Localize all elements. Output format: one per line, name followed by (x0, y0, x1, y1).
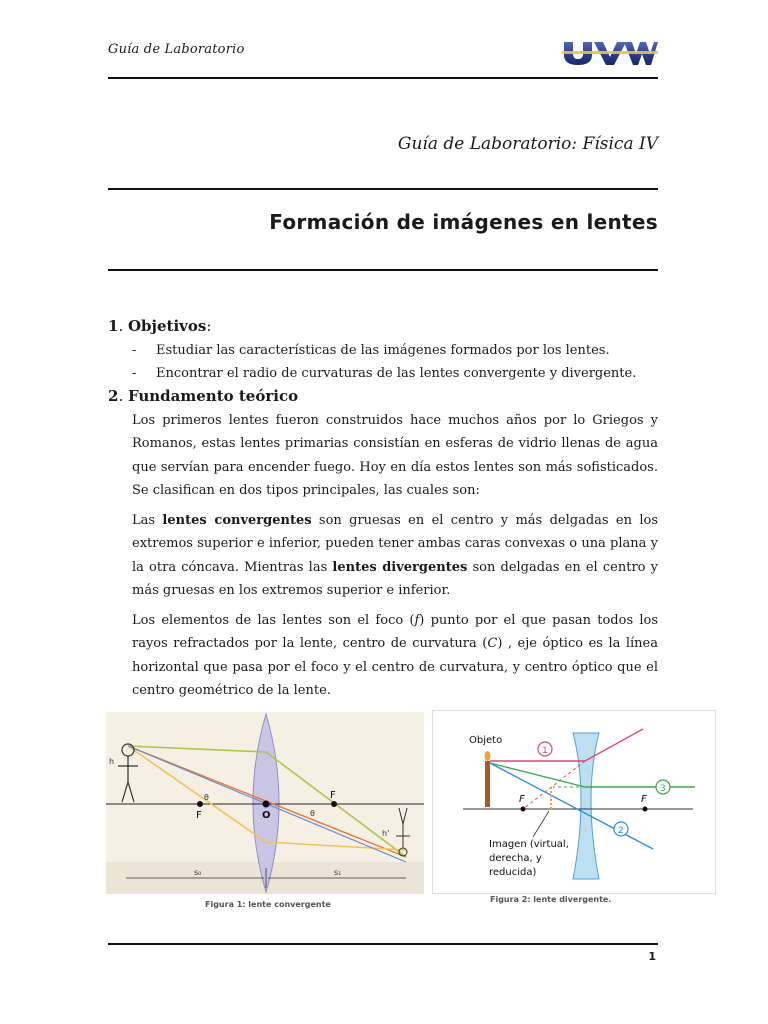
candle-icon (485, 761, 490, 807)
svg-text:3: 3 (660, 784, 666, 794)
title-divider-top (108, 188, 658, 190)
svg-text:1: 1 (542, 746, 548, 756)
svg-text:θ: θ (310, 809, 315, 818)
svg-text:F: F (641, 794, 647, 805)
section-1-title: Objetivos (127, 317, 207, 335)
svg-text:O: O (262, 810, 271, 821)
footer-divider (108, 943, 658, 945)
section-2-heading: 2. Fundamento teórico (108, 387, 299, 405)
paragraph-lens-elements: Los elementos de las lentes son el foco (f) punto por el que pasan todos los rayos refractados por la lente, centro de curvatura (C) , eje óptico es la línea horizontal que pasa por el foco y el centro de curvatura, y centro óptico que el centro geométrico de la lente. (132, 613, 658, 698)
header-divider (108, 77, 658, 79)
svg-text:s₀: s₀ (194, 868, 202, 877)
svg-text:F: F (196, 810, 202, 821)
guide-title: Guía de Laboratorio: Física IV (397, 134, 658, 154)
figure-convergent-lens (106, 712, 424, 894)
section-1-number: 1 (108, 317, 119, 335)
objectives-list (132, 339, 662, 385)
svg-text:F: F (330, 790, 336, 801)
svg-text:h: h (109, 757, 115, 766)
figure-divergent-lens (432, 710, 716, 894)
svg-text:s₁: s₁ (334, 868, 342, 877)
university-logo (562, 40, 658, 66)
logo-text: UVM (610, 64, 613, 65)
section-2-number: 2 (108, 387, 119, 405)
header-label: Guía de Laboratorio (108, 42, 245, 57)
page-title: Formación de imágenes en lentes (269, 210, 658, 234)
section-1-heading: 1. Objetivos: (108, 317, 212, 335)
paragraph-intro: Los primeros lentes fueron construidos hace muchos años por lo Griegos y Romanos, estas lentes primarias consistían en esferas de vidrio llenas de agua que servían para encender fuego. Hoy en día estos lentes son más sofisticados. Se clasifican en dos tipos principales, las cuales son: (132, 413, 658, 498)
term-convergent: lentes convergentes (162, 513, 312, 528)
svg-text:F: F (519, 794, 525, 805)
svg-text:2: 2 (618, 826, 624, 836)
term-divergent: lentes divergentes (332, 559, 468, 575)
list-item: - Encontrar el radio de curvaturas de las lentes convergente y divergente. (132, 362, 662, 385)
svg-text:h': h' (382, 829, 390, 838)
figure-1-caption: Figura 1: lente convergente (205, 900, 331, 909)
section-2-title: Fundamento teórico (127, 387, 299, 405)
list-item: - Estudiar las características de las imágenes formados por los lentes. (132, 339, 662, 362)
svg-text:reducida): reducida) (489, 867, 537, 878)
svg-text:Imagen (virtual,: Imagen (virtual, (489, 839, 569, 850)
svg-text:derecha, y: derecha, y (489, 853, 542, 864)
figure-2-caption: Figura 2: lente divergente. (490, 895, 612, 904)
svg-text:θ: θ (204, 793, 209, 802)
svg-text:Objeto: Objeto (469, 735, 503, 746)
title-divider-bottom (108, 269, 658, 271)
paragraph-lens-types: Las lentes convergentes son gruesas en el centro y más delgadas en los extremos superior e inferior, pueden tener ambas caras convexas o una plana y la otra cóncava. Mientras las lentes divergentes son delgadas en el centro y más gruesas en los extremos superior e inferior. (132, 513, 658, 598)
page-number: 1 (648, 950, 656, 963)
